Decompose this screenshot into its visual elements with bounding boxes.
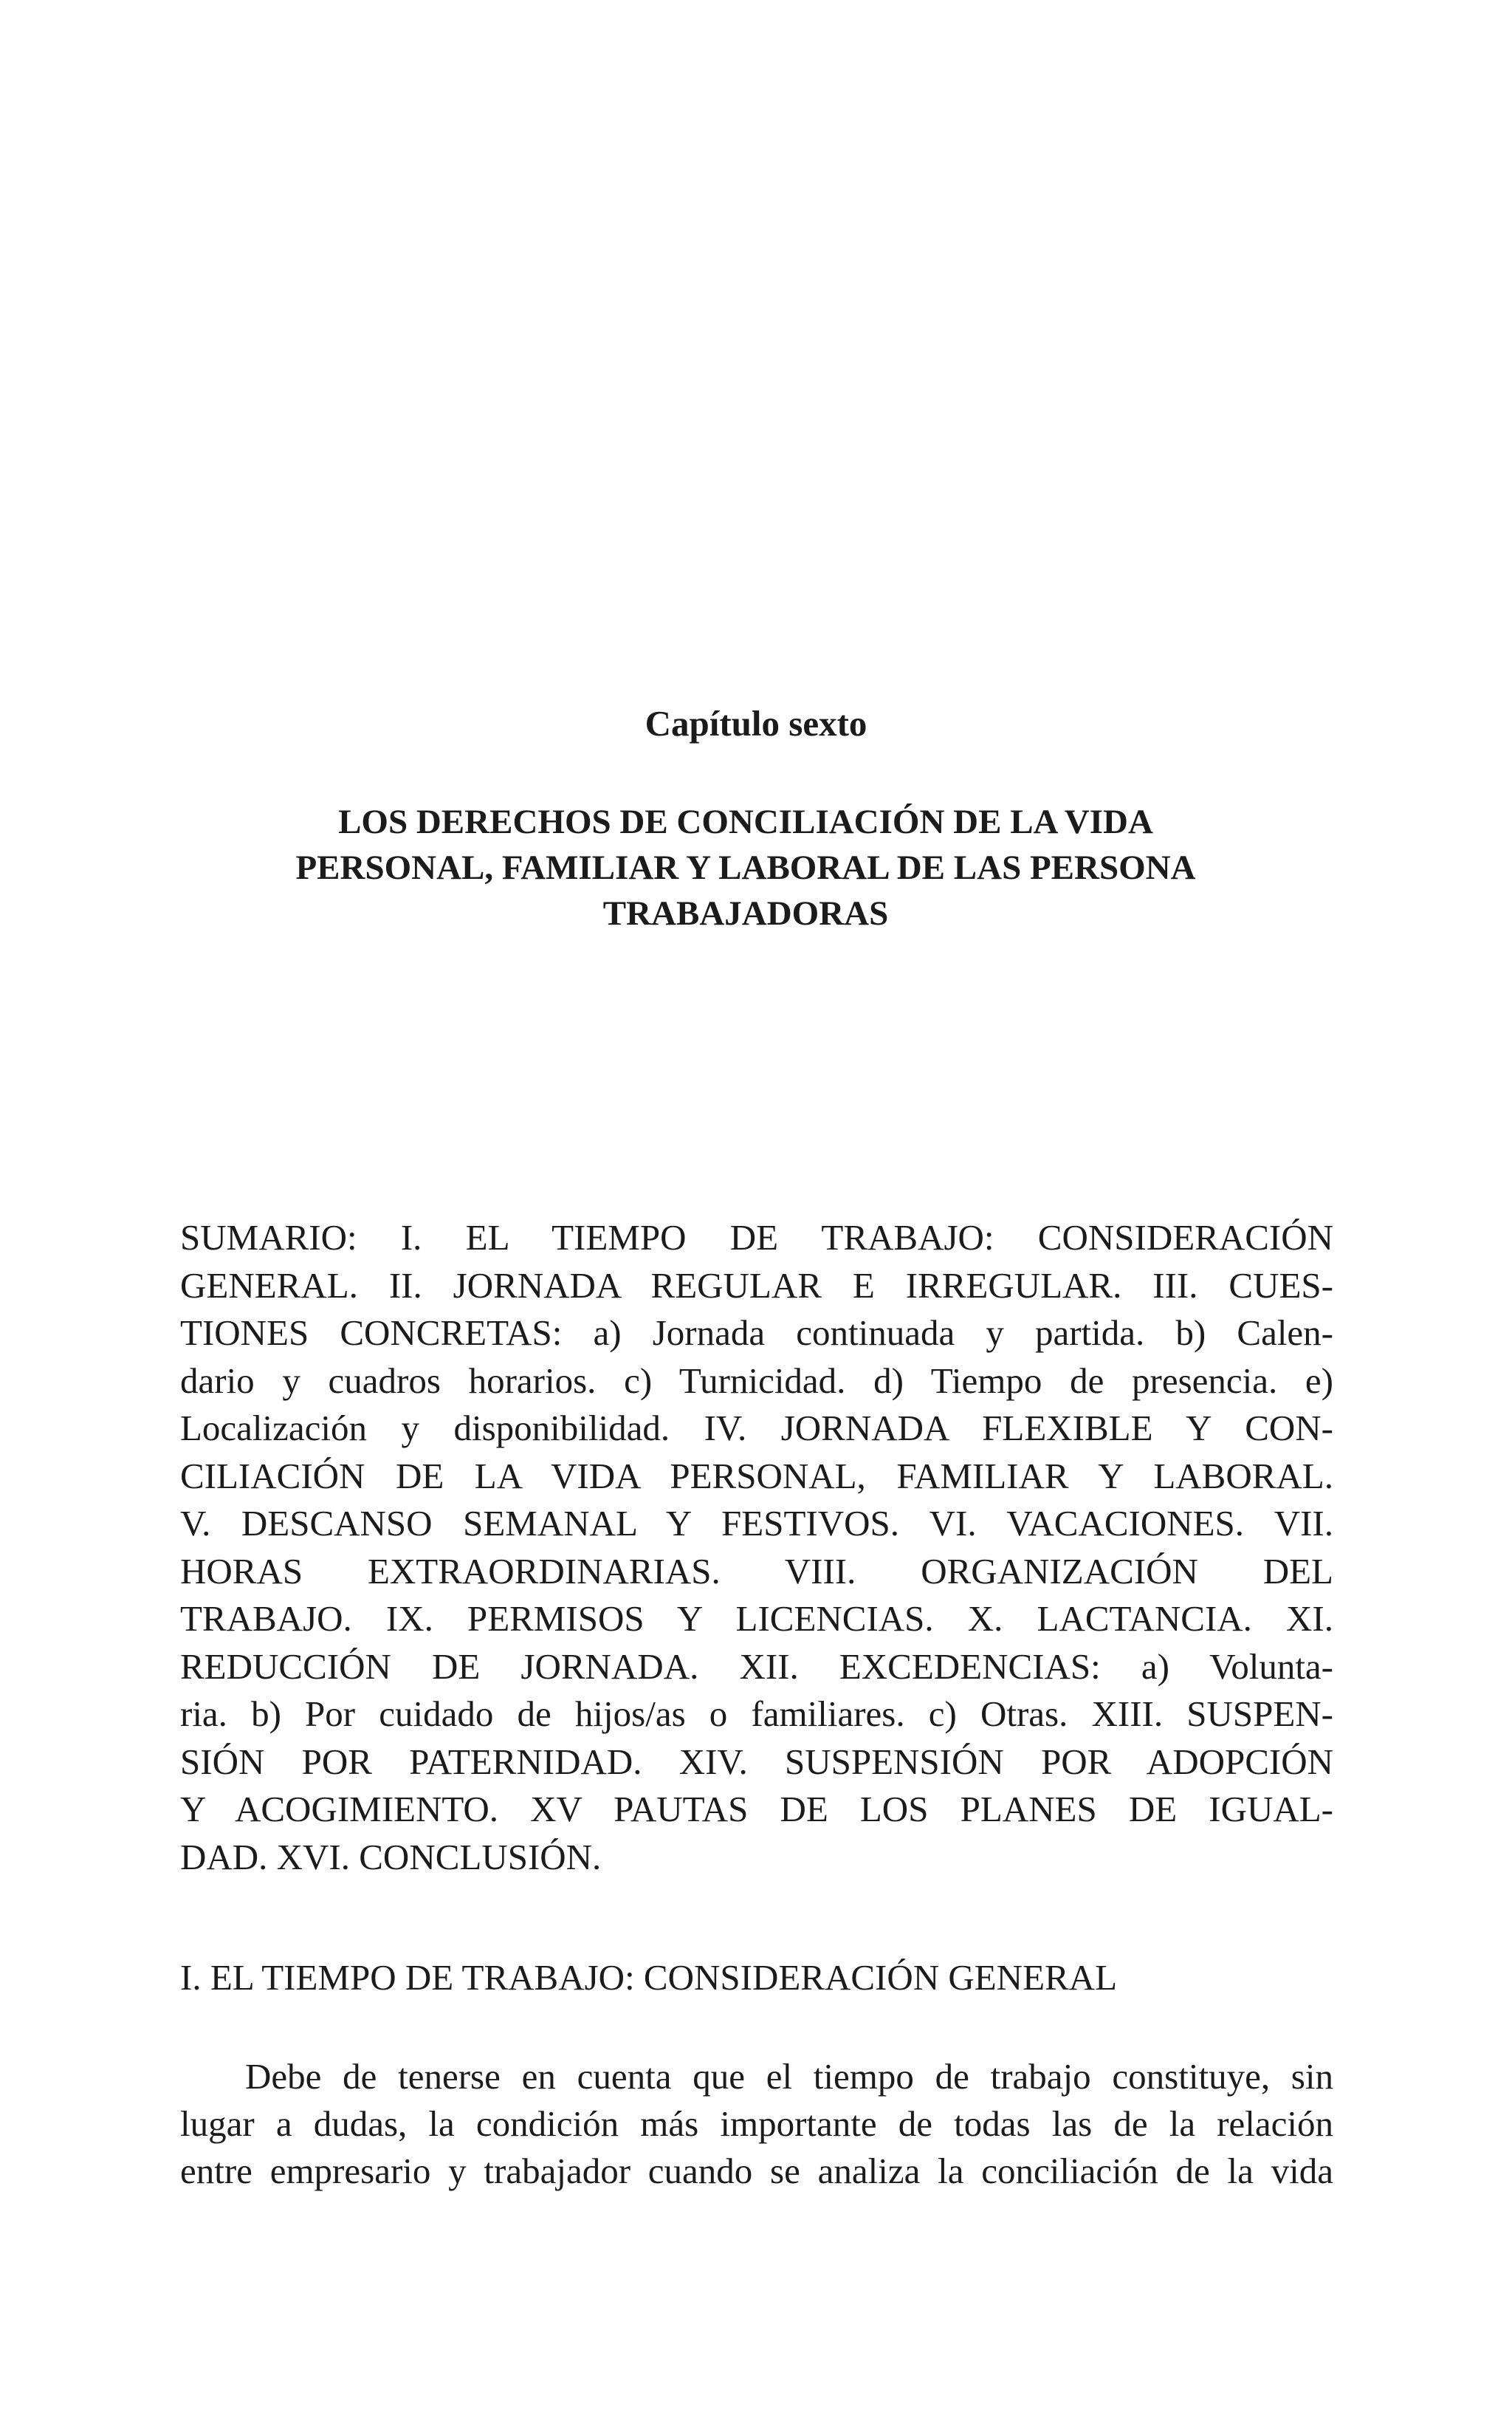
- body-line: entre empresario y trabajador cuando se analiza la conciliación de la vida: [180, 2151, 1333, 2191]
- summary-line: Localización y disponibilidad. IV. JORNADA FLEXIBLE Y CON-: [180, 1408, 1333, 1448]
- body-line: lugar a dudas, la condición más importante de todas las de la relación: [180, 2103, 1333, 2144]
- summary-line: TRABAJO. IX. PERMISOS Y LICENCIAS. X. LACTANCIA. XI.: [180, 1598, 1333, 1639]
- chapter-title-line: LOS DERECHOS DE CONCILIACIÓN DE LA VIDA: [338, 803, 1153, 841]
- summary-line: REDUCCIÓN DE JORNADA. XII. EXCEDENCIAS: a) Volunta-: [180, 1645, 1333, 1687]
- summary-line: SUMARIO: I. EL TIEMPO DE TRABAJO: CONSIDERACIÓN: [180, 1217, 1333, 1258]
- summary-line: V. DESCANSO SEMANAL Y FESTIVOS. VI. VACACIONES. VII.: [180, 1503, 1333, 1544]
- summary-line: SIÓN POR PATERNIDAD. XIV. SUSPENSIÓN POR ADOPCIÓN: [180, 1741, 1333, 1782]
- chapter-title-line: PERSONAL, FAMILIAR Y LABORAL DE LAS PERSONA: [295, 849, 1196, 887]
- summary-line: ria. b) Por cuidado de hijos/as o familiares. c) Otras. XIII. SUSPEN-: [180, 1693, 1333, 1734]
- summary-line: Y ACOGIMIENTO. XV PAUTAS DE LOS PLANES DE IGUAL-: [180, 1789, 1333, 1829]
- summary-line: TIONES CONCRETAS: a) Jornada continuada y partida. b) Calen-: [180, 1312, 1333, 1353]
- chapter-label: Capítulo sexto: [645, 703, 867, 744]
- chapter-title: [177, 799, 1314, 936]
- body-paragraph: [180, 2053, 1333, 2195]
- section-heading: I. EL TIEMPO DE TRABAJO: CONSIDERACIÓN GENERAL: [180, 1957, 1117, 1998]
- summary-line: GENERAL. II. JORNADA REGULAR E IRREGULAR. III. CUES-: [180, 1264, 1333, 1306]
- summary-line: CILIACIÓN DE LA VIDA PERSONAL, FAMILIAR Y LABORAL.: [180, 1455, 1333, 1496]
- summary-line: HORAS EXTRAORDINARIAS. VIII. ORGANIZACIÓN DEL: [180, 1550, 1333, 1592]
- body-line: Debe de tenerse en cuenta que el tiempo de trabajo constituye, sin: [245, 2056, 1333, 2097]
- summary-line: DAD. XVI. CONCLUSIÓN.: [180, 1836, 602, 1877]
- chapter-title-line: TRABAJADORAS: [602, 894, 889, 933]
- summary-block: [180, 1214, 1333, 1881]
- summary-line: dario y cuadros horarios. c) Turnicidad. d) Tiempo de presencia. e): [180, 1360, 1333, 1401]
